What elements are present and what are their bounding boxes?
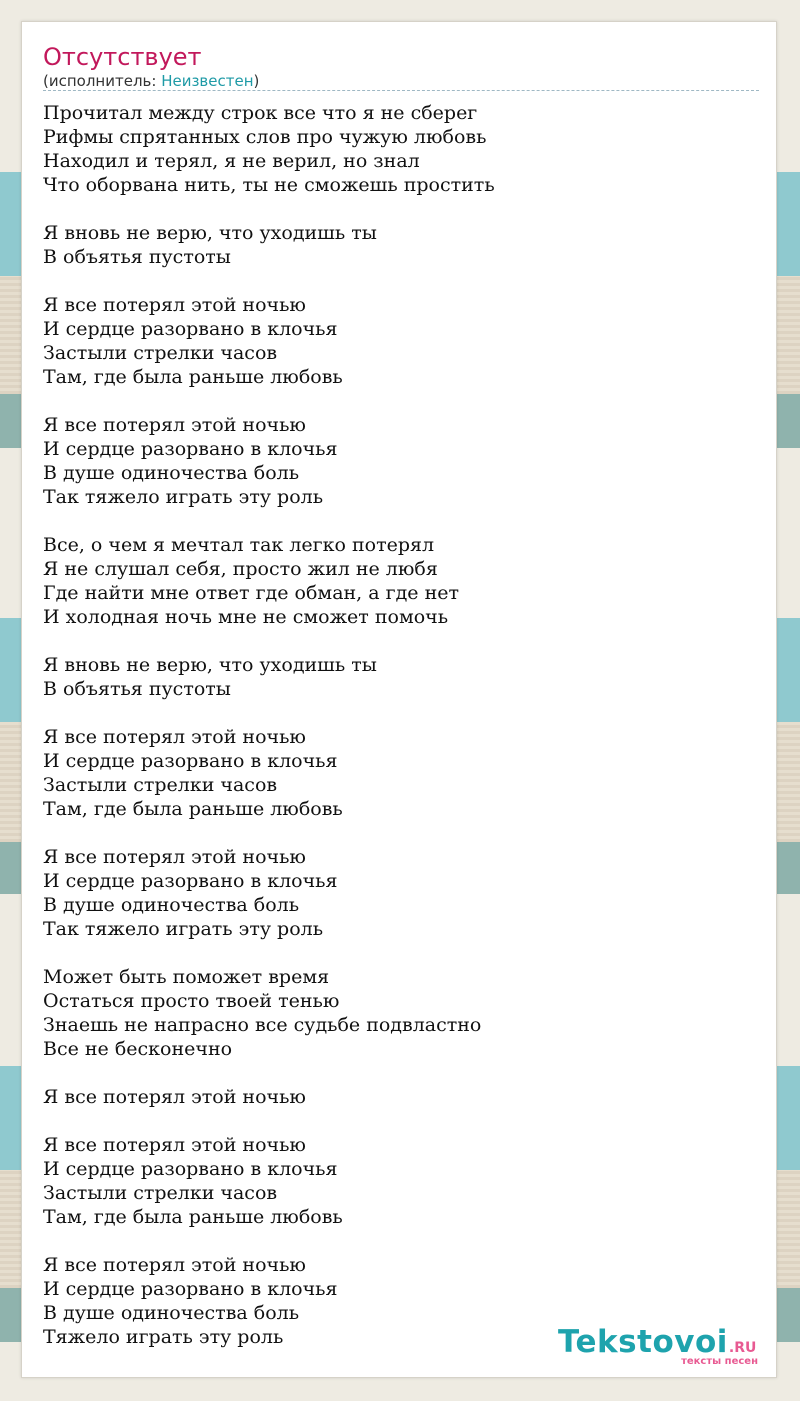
lyrics-line: Все не бесконечно bbox=[43, 1038, 233, 1060]
lyrics-text bbox=[43, 101, 759, 1373]
lyrics-line: Все, о чем я мечтал так легко потерял bbox=[43, 534, 435, 556]
lyrics-line: Я не слушал себя, просто жил не любя bbox=[43, 558, 438, 580]
lyrics-line: Так тяжело играть эту роль bbox=[43, 918, 324, 940]
title-divider bbox=[43, 90, 759, 91]
lyrics-line: И сердце разорвано в клочья bbox=[43, 438, 338, 460]
lyrics-line: Я все потерял этой ночью bbox=[43, 726, 306, 748]
lyrics-stanza bbox=[43, 101, 759, 197]
lyrics-line: Я все потерял этой ночью bbox=[43, 1254, 306, 1276]
lyrics-stanza bbox=[43, 965, 759, 1061]
lyrics-line: Знаешь не напрасно все судьбе подвластно bbox=[43, 1014, 482, 1036]
lyrics-line: Я все потерял этой ночью bbox=[43, 294, 306, 316]
lyrics-line: Там, где была раньше любовь bbox=[43, 1206, 343, 1228]
lyrics-stanza bbox=[43, 221, 759, 269]
lyrics-line: И холодная ночь мне не сможет помочь bbox=[43, 606, 449, 628]
lyrics-line: И сердце разорвано в клочья bbox=[43, 1278, 338, 1300]
lyrics-line: Я вновь не верю, что уходишь ты bbox=[43, 654, 377, 676]
lyrics-line: Может быть поможет время bbox=[43, 966, 330, 988]
lyrics-line: Там, где была раньше любовь bbox=[43, 366, 343, 388]
lyrics-line: Я все потерял этой ночью bbox=[43, 1086, 306, 1108]
lyrics-line: Я вновь не верю, что уходишь ты bbox=[43, 222, 377, 244]
lyrics-stanza bbox=[43, 1085, 759, 1109]
lyrics-line: В объятья пустоты bbox=[43, 678, 231, 700]
lyrics-line: Находил и терял, я не верил, но знал bbox=[43, 150, 420, 172]
lyrics-line: Застыли стрелки часов bbox=[43, 342, 278, 364]
lyrics-line: Я все потерял этой ночью bbox=[43, 414, 306, 436]
lyrics-line: Рифмы спрятанных слов про чужую любовь bbox=[43, 126, 487, 148]
logo-tagline: тексты песен bbox=[681, 1356, 758, 1367]
lyrics-line: Застыли стрелки часов bbox=[43, 774, 278, 796]
lyrics-line: И сердце разорвано в клочья bbox=[43, 318, 338, 340]
lyrics-stanza bbox=[43, 653, 759, 701]
artist-link[interactable]: Неизвестен bbox=[161, 72, 254, 90]
lyrics-stanza bbox=[43, 413, 759, 509]
song-title: Отсутствует bbox=[43, 43, 202, 71]
artist-prefix: (исполнитель: bbox=[43, 72, 162, 90]
lyrics-line: Так тяжело играть эту роль bbox=[43, 486, 324, 508]
lyrics-line: Я все потерял этой ночью bbox=[43, 846, 306, 868]
lyrics-line: Там, где была раньше любовь bbox=[43, 798, 343, 820]
lyrics-line: В объятья пустоты bbox=[43, 246, 231, 268]
lyrics-line: Тяжело играть эту роль bbox=[43, 1326, 284, 1348]
artist-line bbox=[43, 71, 259, 91]
lyrics-stanza bbox=[43, 293, 759, 389]
lyrics-line: В душе одиночества боль bbox=[43, 1302, 300, 1324]
lyrics-stanza bbox=[43, 725, 759, 821]
lyrics-line: Остаться просто твоей тенью bbox=[43, 990, 340, 1012]
lyrics-line: И сердце разорвано в клочья bbox=[43, 750, 338, 772]
lyrics-stanza bbox=[43, 1133, 759, 1229]
lyrics-stanza bbox=[43, 845, 759, 941]
lyrics-line: В душе одиночества боль bbox=[43, 894, 300, 916]
lyrics-line: Я все потерял этой ночью bbox=[43, 1134, 306, 1156]
artist-suffix: ) bbox=[253, 72, 260, 90]
lyrics-line: И сердце разорвано в клочья bbox=[43, 1158, 338, 1180]
site-logo[interactable] bbox=[558, 1325, 768, 1369]
lyrics-line: В душе одиночества боль bbox=[43, 462, 300, 484]
lyrics-card bbox=[21, 21, 777, 1378]
lyrics-stanza bbox=[43, 533, 759, 629]
logo-name: Tekstovoi bbox=[558, 1324, 728, 1360]
lyrics-line: Застыли стрелки часов bbox=[43, 1182, 278, 1204]
lyrics-line: Где найти мне ответ где обман, а где нет bbox=[43, 582, 459, 604]
lyrics-line: Что оборвана нить, ты не сможешь простить bbox=[43, 174, 495, 196]
lyrics-line: Прочитал между строк все что я не сберег bbox=[43, 102, 478, 124]
logo-tld: .RU bbox=[728, 1340, 757, 1356]
lyrics-line: И сердце разорвано в клочья bbox=[43, 870, 338, 892]
